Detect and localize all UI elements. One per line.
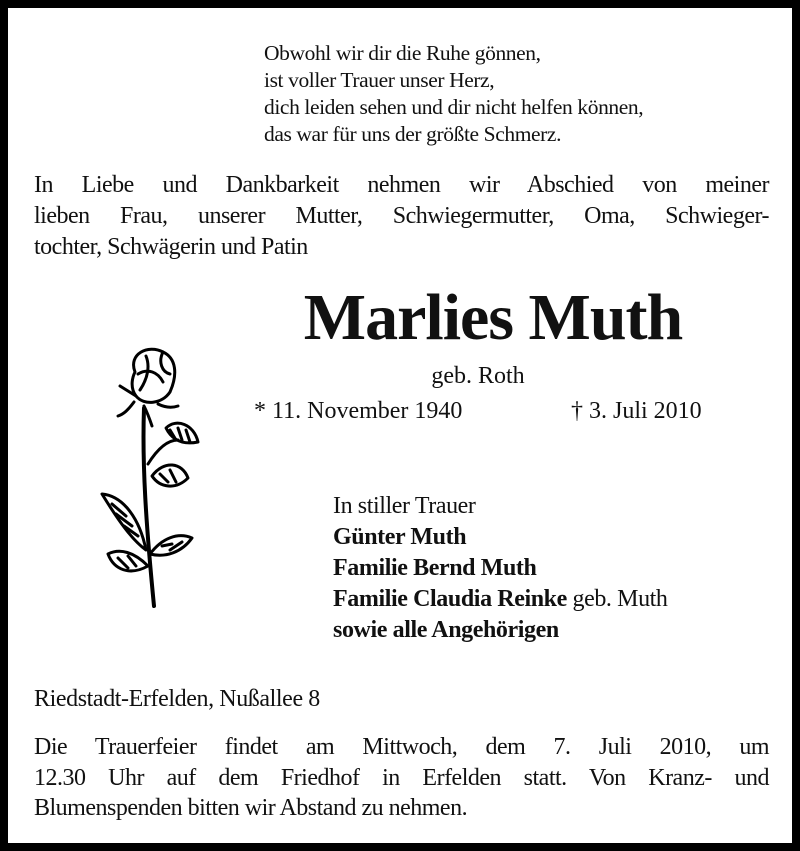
mourners-heading: In stiller Trauer (333, 493, 476, 519)
mourner-suffix: geb. Muth (566, 586, 668, 612)
rose-icon (78, 344, 218, 614)
birth-date: * 11. November 1940 (254, 398, 463, 424)
mourner-name: sowie alle Angehörigen (333, 617, 559, 643)
funeral-info (34, 732, 769, 824)
address: Riedstadt-Erfelden, Nußallee 8 (34, 686, 320, 712)
death-date: † 3. Juli 2010 (571, 398, 702, 424)
funeral-line: Die Trauerfeier findet am Mittwoch, dem 7. Juli 2010, um (34, 734, 769, 760)
intro-line: In Liebe und Dankbarkeit nehmen wir Abschied von meiner (34, 172, 769, 198)
deceased-name: Marlies Muth (303, 281, 683, 354)
poem-line: Obwohl wir dir die Ruhe gönnen, (264, 41, 541, 65)
mourner-name: Günter Muth (333, 524, 467, 550)
funeral-line: 12.30 Uhr auf dem Friedhof in Erfelden statt. Von Kranz- und (34, 764, 769, 791)
intro-text (34, 170, 769, 263)
mourners (333, 491, 668, 646)
intro-line: lieben Frau, unserer Mutter, Schwiegermutter, Oma, Schwieger- (34, 203, 769, 229)
funeral-line: Blumenspenden bitten wir Abstand zu nehmen. (34, 795, 468, 821)
mourner-name: Familie Claudia Reinke (333, 586, 567, 612)
obituary-notice (8, 8, 792, 843)
poem-line: dich leiden sehen und dir nicht helfen können, (264, 95, 644, 119)
birth-name: geb. Roth (431, 363, 525, 389)
poem-line: das war für uns der größte Schmerz. (264, 122, 562, 146)
poem-line: ist voller Trauer unser Herz, (264, 68, 495, 92)
intro-line: tochter, Schwägerin und Patin (34, 234, 308, 260)
mourner-name: Familie Bernd Muth (333, 555, 537, 581)
poem (264, 40, 643, 148)
